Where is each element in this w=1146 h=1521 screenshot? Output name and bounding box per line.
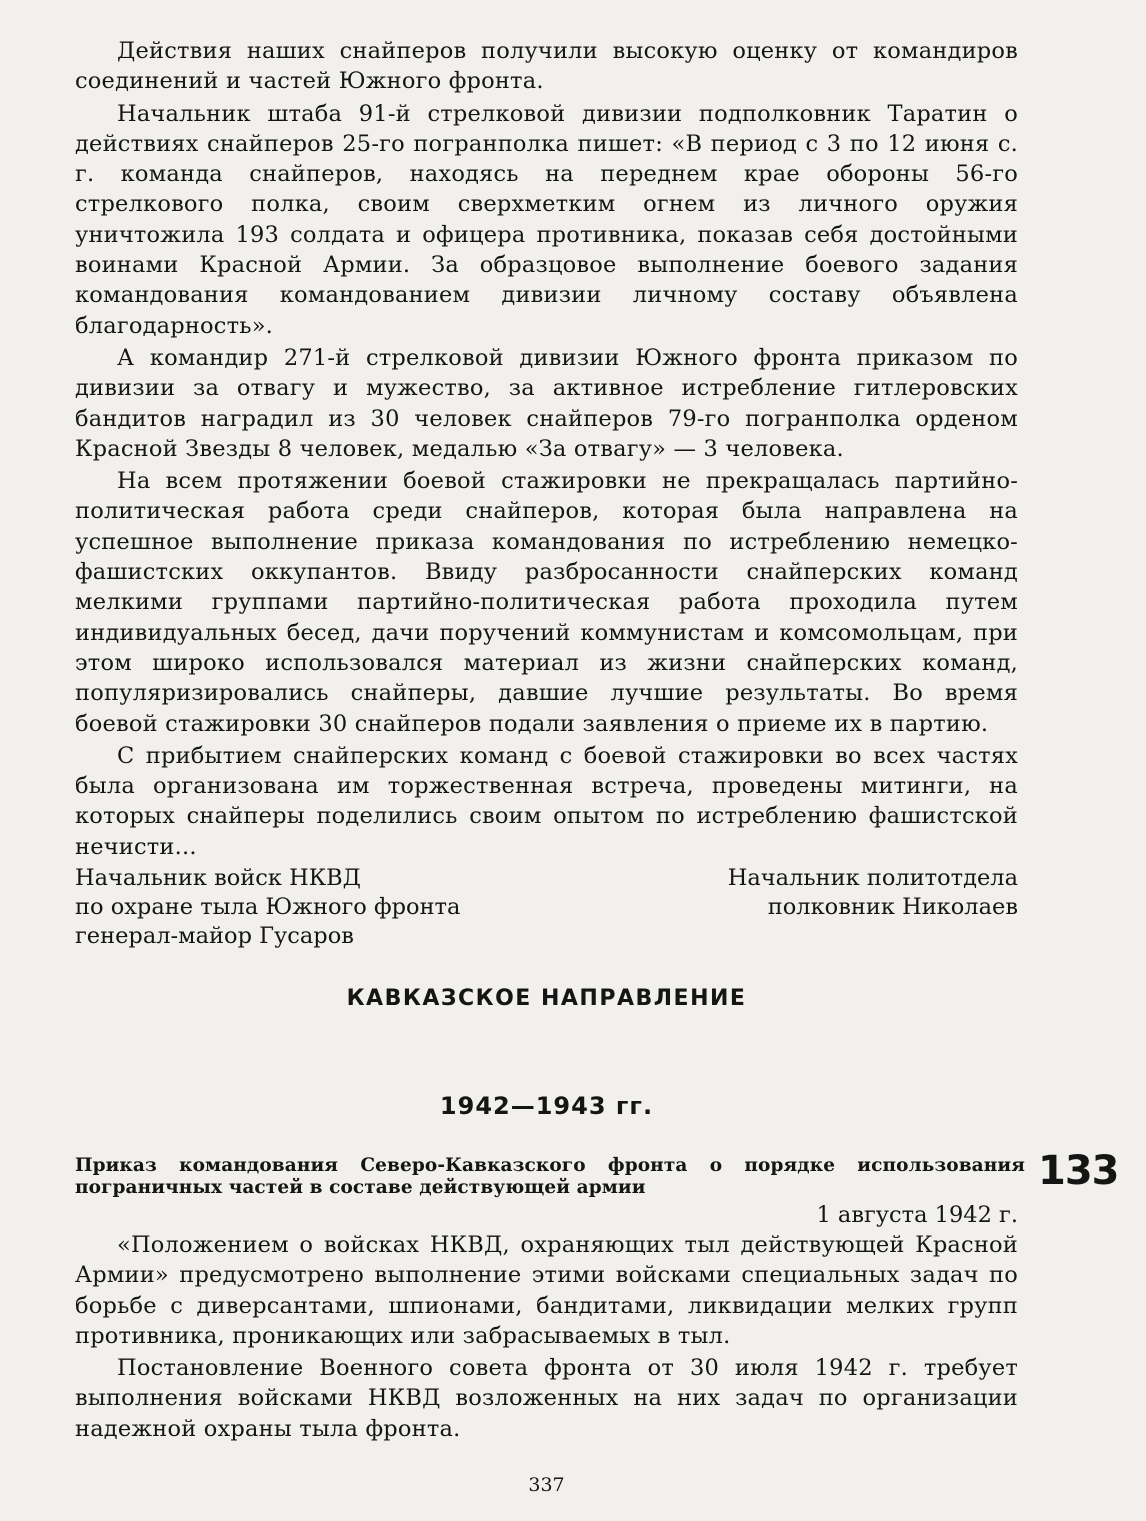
section-years: 1942—1943 гг. [439,1092,654,1120]
signature-left [75,864,460,951]
document-date: 1 августа 1942 г. [816,1202,1018,1228]
document-body [75,1230,1018,1446]
signature-line: полковник Николаев [767,894,1018,921]
paragraph: Начальник штаба 91-й стрелковой дивизии подполковник Таратин о действиях снайперов 25-го погранполка пишет: «В период с 3 по 12 июня с. г. команда снайперов, находясь на переднем крае обороны 56-го стрелкового полка, своим сверхметким огнем из личного оружия уничтожила 193 солдата и офицера противника, показав себя достойными воинами Красной Армии. За образцовое выполнение боевого задания командования командованием дивизии личному составу объявлена благодарность». [75,100,1018,339]
signature-line: по охране тыла Южного фронта [75,894,461,921]
paragraph: А командир 271-й стрелковой дивизии Южного фронта приказом по дивизии за отвагу и мужество, за активное истребление гитлеровских бандитов наградил из 30 человек снайперов 79-го погранполка орденом Красной Звезды 8 человек, медалью «За отвагу» — 3 человека. [75,344,1018,462]
signature-block [75,864,1018,956]
paragraph: С прибытием снайперских команд с боевой стажировки во всех частях была организована им торжественная встреча, проведены митинги, на которых снайперы поделились своим опытом по истреблению фашистской нечисти... [75,742,1018,860]
paragraph: Постановление Военного совета фронта от 30 июля 1942 г. требует выполнения войсками НКВД возложенных на них задач по организации надежной охраны тыла фронта. [75,1355,1018,1442]
document-number: 133 [1038,1148,1119,1194]
signature-right [728,864,1018,922]
paragraph: Действия наших снайперов получили высокую оценку от командиров соединений и частей Южного фронта. [75,38,1018,95]
document-heading: Приказ командования Северо-Кавказского фронта о порядке использования пограничных частей в составе действующей армии [75,1155,1025,1198]
section-title: КАВКАЗСКОЕ НАПРАВЛЕНИЕ [346,986,747,1011]
page-number: 337 [528,1474,565,1496]
signature-line: Начальник политотдела [727,865,1018,892]
paragraph: На всем протяжении боевой стажировки не прекращалась партийно-политическая работа среди снайперов, которая была направлена на успешное выполнение приказа командования по истреблению немецко-фашистских оккупантов. Ввиду разбросанности снайперских команд мелкими группами партийно-политическая работа проходила путем индивидуальных бесед, дачи поручений коммунистам и комсомольцам, при этом широко использовался материал из жизни снайперских команд, популяризировались снайперы, давшие лучшие результаты. Во время боевой стажировки 30 снайперов подали заявления о приеме их в партию. [75,468,1018,737]
paragraph: «Положением о войсках НКВД, охраняющих тыл действующей Красной Армии» предусмотрено выполнение этими войсками специальных задач по борьбе с диверсантами, шпионами, бандитами, ликвидации мелких групп противника, проникающих или забрасываемых в тыл. [75,1232,1018,1349]
signature-line: генерал-майор Гусаров [75,923,354,950]
signature-line: Начальник войск НКВД [75,865,361,892]
page [75,36,1119,1496]
intro-text [75,36,1018,862]
